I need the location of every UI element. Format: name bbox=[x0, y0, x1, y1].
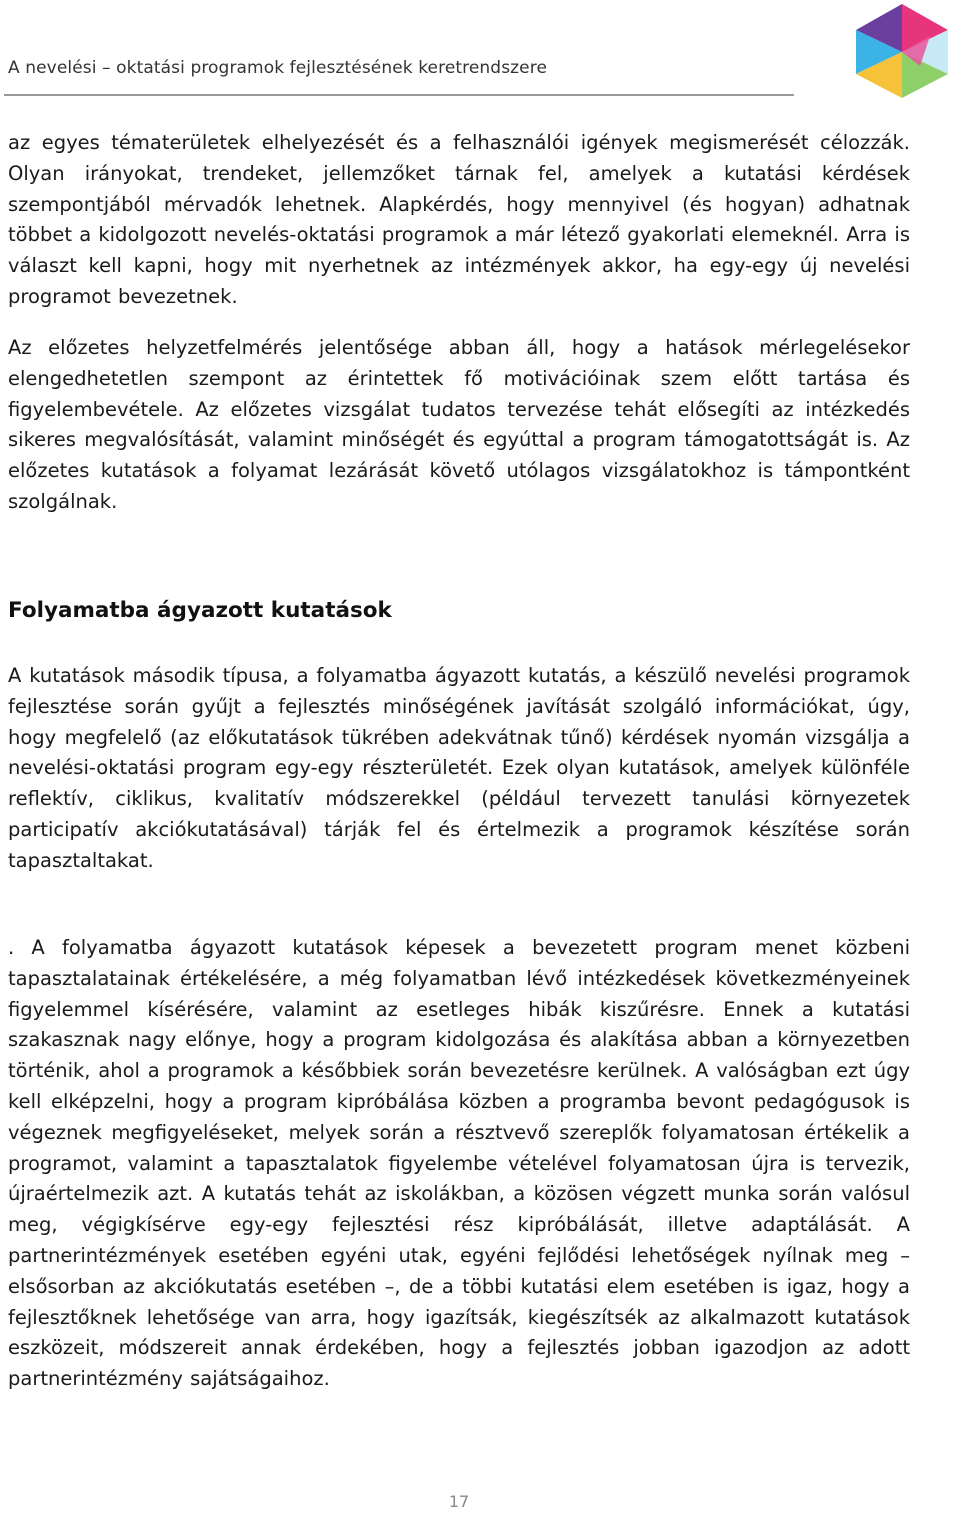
section-heading: Folyamatba ágyazott kutatások bbox=[8, 598, 392, 623]
body-paragraph: A kutatások második típusa, a folyamatba ágyazott kutatás, a készülő nevelési programok fejlesztése során gyűjt a fejlesztés minőségének javítását szolgáló információkat, úgy, hogy megfelelő (az előkutatások tükrében adekvátnak tűnő) kérdések nyomán vizsgálja a nevelési-oktatási program egy-egy részterületét. Ezek olyan kutatások, amelyek különféle reflektív, ciklikus, kvalitatív módszerekkel (például tervezett tanulási környezetek participatív akciókutatásával) tárják fel és értelmezik a programok készítése során tapasztaltakat. bbox=[8, 664, 910, 872]
running-header-title: A nevelési – oktatási programok fejlesztésének keretrendszere bbox=[8, 58, 548, 78]
body-paragraph: az egyes tématerületek elhelyezését és a felhasználói igények megismerését célozzák. Olyan irányokat, trendeket, jellemzőket tárnak fel, amelyek a kutatási kérdések szempontjából mérvadók lehetnek. Alapkérdés, hogy mennyivel (és hogyan) adhatnak többet a kidolgozott nevelés-oktatási programok a már létező gyakorlati elemeknél. Arra is választ kell kapni, hogy mit nyerhetnek az intézmények akkor, ha egy-egy új nevelési programot bevezetnek. bbox=[8, 131, 910, 308]
body-paragraph: . A folyamatba ágyazott kutatások képesek a bevezetett program menet közbeni tapasztalatainak értékelésére, a még folyamatban lévő intézkedések következményeinek figyelemmel kísérésére, valamint az esetleges hibák kiszűrésre. Ennek a kutatási szakasznak nagy előnye, hogy a program kidolgozása és alakítása abban a környezetben történik, ahol a programok a későbbiek során bevezetésre kerülnek. A valóságban ezt úgy kell elképzelni, hogy a program kipróbálása közben a programba bevont pedagógusok is végeznek megfigyeléseket, melyek során a résztvevő szereplők folyamatosan értékelik a programot, valamint a tapasztalatok figyelembe vételével folyamatosan újra is tervezik, újraértelmezik azt. A kutatás tehát az iskolákban, a közösen végzett munka során valósul meg, végigkísérve egy-egy fejlesztési rész kipróbálását, illetve adaptálását. A partnerintézmények esetében egyéni utak, egyéni fejlődési lehetőségek nyílnak meg – elsősorban az akciókutatás esetében –, de a többi kutatási elem esetében is igaz, hogy a fejlesztőknek lehetősége van arra, hogy igazítsák, kiegészítsék az alkalmazott kutatások eszközeit, módszereit annak érdekében, hogy a fejlesztés jobban igazodjon az adott partnerintézmény sajátságaihoz. bbox=[8, 936, 910, 1391]
body-paragraph: Az előzetes helyzetfelmérés jelentősége abban áll, hogy a hatások mérlegelésekor elengedhetetlen szempont az érintettek fő motivációinak szem előtt tartása és figyelembevétele. Az előzetes vizsgálat tudatos tervezése tehát elősegíti az intézkedés sikeres megvalósítását, valamint minőségét és egyúttal a program támogatottságát is. Az előzetes kutatások a folyamat lezárását követő utólagos vizsgálatokhoz is támpontként szolgálnak. bbox=[8, 336, 910, 513]
colored-cube-logo-icon bbox=[848, 2, 956, 100]
header-divider bbox=[4, 94, 794, 96]
page-header bbox=[0, 0, 960, 100]
page-number: 17 bbox=[448, 1492, 470, 1511]
